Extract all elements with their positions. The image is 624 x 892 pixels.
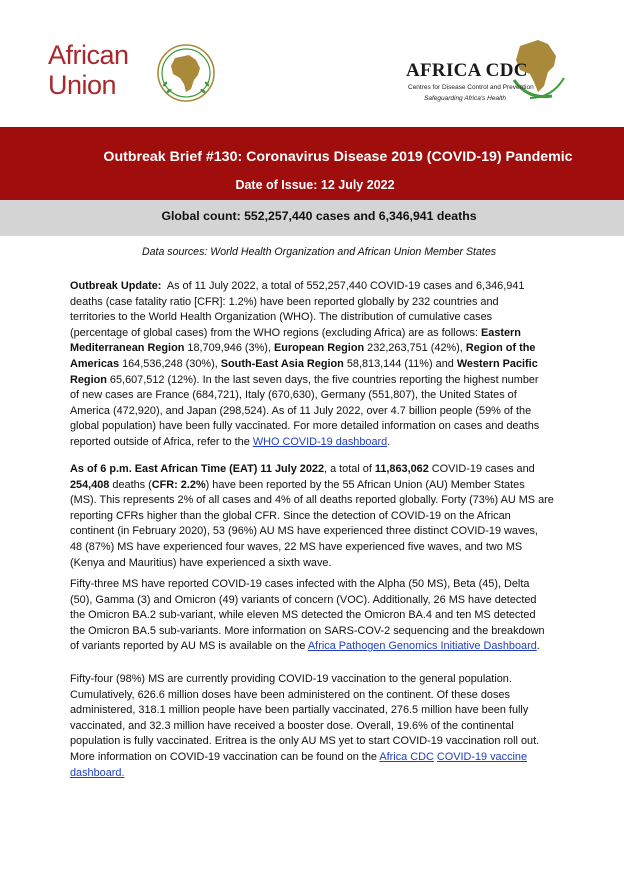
text-run: (percentage of global cases) from the WHO regions (excluding Africa) are as follows: — [70, 326, 481, 339]
paragraph-outbreak-update — [70, 279, 570, 451]
text-line — [70, 624, 570, 640]
paragraph-variants — [70, 577, 570, 655]
text-run: population is fully vaccinated. Eritrea is the only AU MS yet to start COVID-19 vaccination roll out. — [70, 735, 540, 748]
text-run: America (472,920), and Japan (298,524). As of 11 July 2022, over 4.7 billion people (59% of the — [70, 404, 532, 417]
text-run: More information on COVID-19 vaccination can be found on the — [70, 750, 380, 763]
text-line — [70, 478, 570, 494]
text-run: reporting CFRs higher than the global CFR. Since the detection of COVID-19 on the African — [70, 509, 511, 522]
text-line — [70, 326, 570, 342]
text-line — [70, 556, 570, 572]
text-run: 232,263,751 (42%), — [364, 342, 466, 355]
bold-text: CFR: 2.2% — [151, 478, 206, 491]
text-run: 48 (87%) MS have experienced four waves, 22 MS have experienced five waves, and two MS — [70, 540, 523, 553]
text-run: Fifty-three MS have reported COVID-19 cases infected with the Alpha (50 MS), Beta (45), Delta — [70, 578, 530, 590]
au-emblem-icon — [153, 42, 219, 104]
text-line — [70, 688, 570, 704]
text-line — [70, 577, 570, 593]
african-union-logo — [48, 40, 218, 110]
text-run: of variants reported by AU MS is available on the — [70, 640, 308, 653]
bold-text: Region — [70, 373, 107, 386]
dashboard-link[interactable]: WHO COVID-19 dashboard — [252, 435, 388, 448]
text-line — [70, 672, 570, 688]
text-line — [70, 509, 570, 525]
text-line — [70, 295, 570, 311]
text-run: deaths (case fatality ratio [CFR]: 1.2%) have been reported globally by 232 countries and — [70, 295, 499, 308]
text-run: continent (in February 2020), 53 (96%) AU MS have experienced three distinct COVID-19 waves, — [70, 525, 538, 538]
text-line — [70, 310, 570, 326]
text-run: As of 11 July 2022, a total of 552,257,440 COVID-19 cases and 6,346,941 — [161, 280, 525, 292]
text-line — [70, 493, 570, 509]
bold-text: 254,408 — [70, 478, 110, 491]
text-run: 58,813,144 (11%) and — [343, 357, 457, 370]
text-line — [70, 388, 570, 404]
bold-text: As of 6 p.m. East African Time (EAT) 11 July 2022 — [70, 463, 325, 475]
text-line — [70, 419, 570, 435]
bold-text: European Region — [273, 342, 365, 355]
text-run: (50), Gamma (3) and Omicron (49) variants of concern (VOC). Additionally, 26 MS have detected — [70, 593, 537, 606]
text-line — [70, 357, 570, 373]
au-logo-word-african: African — [48, 40, 129, 70]
text-line — [70, 341, 570, 357]
text-line — [70, 593, 570, 609]
dashboard-link[interactable]: Africa CDC — [379, 750, 434, 763]
text-line — [70, 750, 570, 766]
text-run: (MS). This represents 2% of all cases and 4% of all deaths reported globally. Forty (73%) AU MS are — [70, 494, 554, 507]
global-count-bar — [0, 200, 624, 236]
text-run: the Omicron BA.5 sub-variants. More information on SARS-COV-2 sequencing and the breakdown — [70, 624, 545, 637]
africa-cdc-name: AFRICA CDC — [406, 60, 528, 81]
text-run: Cumulatively, 626.6 million doses have been administered on the continent. Of these doses — [70, 688, 510, 701]
text-run: 18,709,946 (3%), — [184, 342, 274, 355]
text-run: the Omicron BA.2 sub-variant, while eleven MS detected the Omicron BA.4 and ten MS detected — [70, 609, 536, 622]
text-run: administered, 318.1 million people have been partially vaccinated, 276.5 million have been fully — [70, 704, 529, 717]
text-line — [70, 373, 570, 389]
text-line — [70, 540, 570, 556]
bold-text: Americas — [70, 357, 120, 370]
data-sources: Data sources: World Health Organization and African Union Member States — [141, 246, 497, 258]
text-run: ) have been reported by the 55 African Union (AU) Member States — [205, 478, 525, 491]
bold-text: South-East Asia Region — [220, 357, 344, 370]
text-run: . — [536, 640, 540, 653]
africa-cdc-subtitle: Centres for Disease Control and Prevention — [408, 84, 534, 91]
bold-text: Western Pacific — [456, 357, 538, 370]
text-line — [70, 766, 570, 782]
dashboard-link[interactable]: dashboard. — [70, 766, 125, 779]
bold-text: Outbreak Update: — [70, 280, 162, 292]
bold-text: Mediterranean Region — [70, 342, 185, 355]
brief-title: Outbreak Brief #130: Coronavirus Disease 2019 (COVID-19) Pandemic — [103, 149, 573, 165]
text-line — [70, 462, 570, 478]
paragraph-vaccination — [70, 672, 570, 781]
text-run: , a total of — [324, 463, 375, 475]
bold-text: 11,863,062 — [374, 463, 429, 475]
text-run: territories to the World Health Organization (WHO). The distribution of cumulative cases — [70, 311, 493, 324]
global-count: Global count: 552,257,440 cases and 6,346,941 deaths — [161, 209, 477, 223]
text-run: reported outside of Africa, refer to the — [70, 435, 253, 448]
africa-cdc-tagline: Safeguarding Africa's Health — [424, 95, 506, 102]
text-line — [70, 734, 570, 750]
issue-date: Date of Issue: 12 July 2022 — [235, 178, 395, 192]
text-line — [70, 608, 570, 624]
paragraph-africa-cases — [70, 462, 570, 571]
text-run: COVID-19 cases and — [428, 463, 535, 475]
text-run: (Kenya and Mauritius) have experienced a sixth wave. — [70, 556, 332, 569]
text-run: deaths ( — [109, 478, 152, 491]
bold-text: Region of the — [465, 342, 536, 355]
text-line — [70, 703, 570, 719]
text-line — [70, 639, 570, 655]
text-line — [70, 435, 570, 451]
dashboard-link[interactable]: Africa Pathogen Genomics Initiative Dashboard — [307, 640, 537, 653]
text-line — [70, 279, 570, 295]
text-run: 164,536,248 (30%), — [119, 357, 221, 370]
text-line — [70, 524, 570, 540]
title-banner — [0, 127, 624, 200]
dashboard-link[interactable]: COVID-19 vaccine — [436, 750, 528, 763]
text-run: of new cases are France (684,721), Italy (670,630), Germany (551,807), the United States of — [70, 389, 517, 402]
text-run: global population) have been fully vaccinated. For more detailed information on cases and deaths — [70, 420, 540, 433]
text-run: . — [387, 435, 391, 448]
bold-text: Eastern — [481, 326, 521, 339]
text-line — [70, 719, 570, 735]
text-run: 65,607,512 (12%). In the last seven days, the five countries reporting the highest number — [106, 373, 539, 386]
africa-cdc-logo — [400, 34, 580, 110]
au-logo-word-union: Union — [48, 70, 117, 100]
text-run: Fifty-four (98%) MS are currently providing COVID-19 vaccination to the general population. — [70, 673, 512, 685]
text-run: vaccinated, and 32.3 million have received a booster dose. Overall, 19.6% of the continental — [70, 719, 514, 732]
text-line — [70, 404, 570, 420]
